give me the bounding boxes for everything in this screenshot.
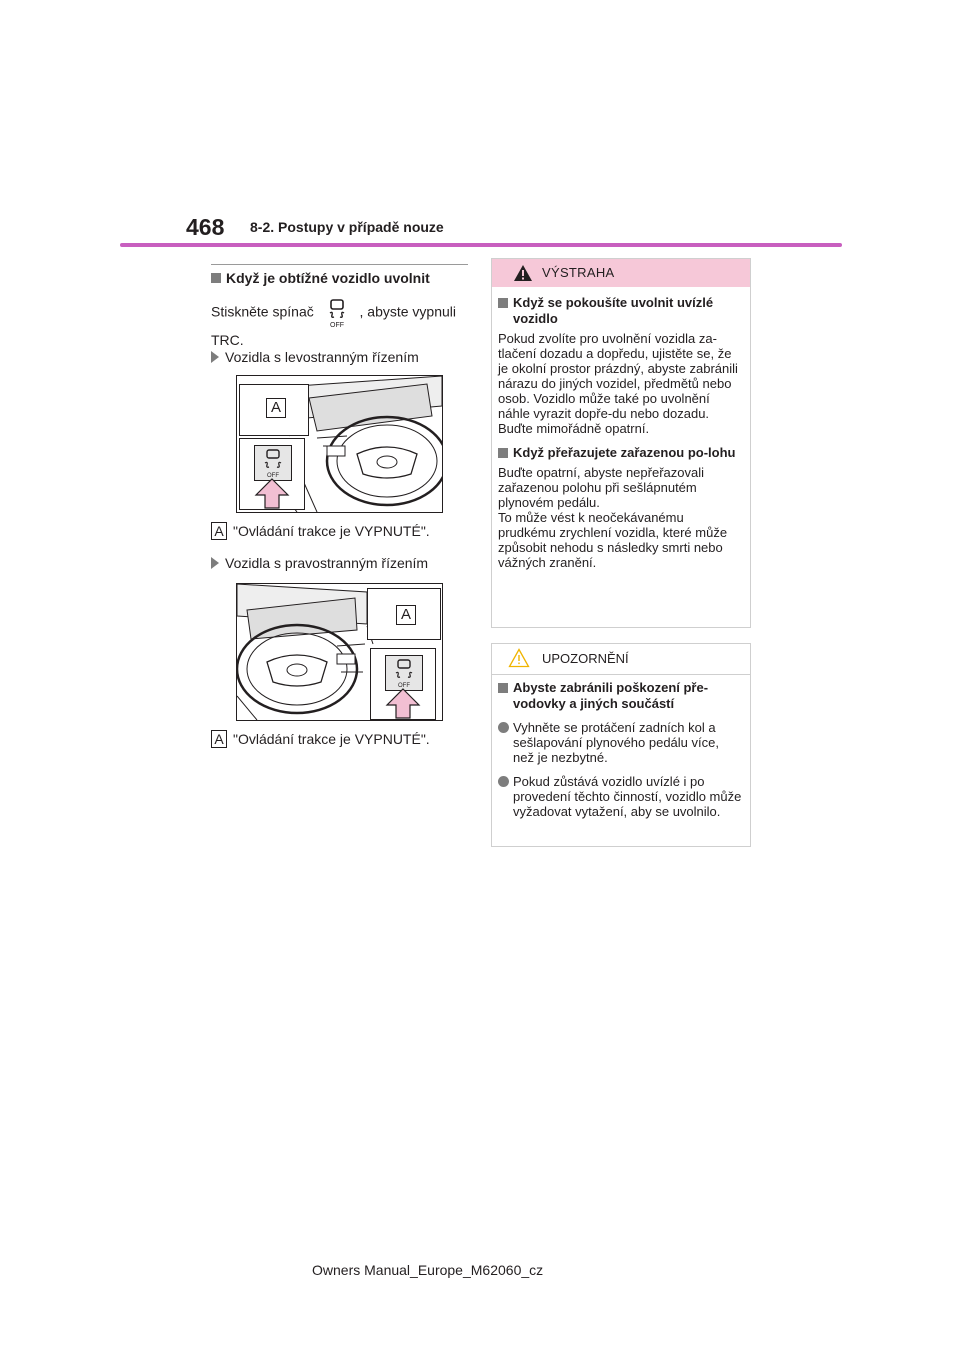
warning-content [498, 295, 742, 570]
warning-paragraph-2b: To může vést k neočekávanému prudkému zrychlení vozidla, které může způsobit nehodu s následky smrti nebo vážných zranění. [498, 510, 728, 570]
square-bullet-icon [498, 298, 508, 308]
left-column-rule [211, 264, 468, 265]
lhd-callout-caption [211, 521, 430, 542]
left-heading-text: Když je obtížné vozidlo uvolnit [226, 270, 430, 286]
rhd-callout-letter: A [396, 605, 416, 625]
header-rule [120, 243, 842, 247]
square-bullet-icon [498, 683, 508, 693]
warning-subheading-1 [498, 295, 742, 327]
triangle-bullet-icon [211, 351, 219, 363]
round-bullet-icon [498, 722, 509, 733]
rhd-label [211, 553, 428, 574]
round-bullet-icon [498, 776, 509, 787]
warning-triangle-icon [513, 264, 533, 282]
warning-title: VÝSTRAHA [542, 265, 615, 280]
warning-paragraph-2a: Buďte opatrní, abyste nepřeřazovali zařazenou polohu při sešlápnutém plynovém pedálu. [498, 465, 705, 510]
lhd-switch-off-label: OFF [267, 473, 279, 479]
rhd-callout-caption-text: "Ovládání trakce je VYPNUTÉ". [233, 731, 430, 747]
press-arrow-icon [254, 477, 290, 509]
intro-text-before: Stiskněte spínač [211, 303, 314, 320]
section-title: 8-2. Postupy v případě nouze [250, 219, 444, 235]
callout-a-badge: A [211, 522, 227, 540]
page-number: 468 [186, 214, 225, 240]
footer-manual-id: Owners Manual_Europe_M62060_cz [312, 1262, 544, 1278]
lhd-trc-switch-button [254, 445, 292, 481]
rhd-switch-off-label: OFF [398, 683, 410, 689]
lhd-callout-box [239, 384, 309, 436]
rhd-dashboard-illustration [236, 583, 443, 721]
press-arrow-icon [385, 687, 421, 719]
intro-paragraph [211, 298, 471, 328]
intro-line2: TRC. [211, 332, 244, 348]
rhd-trc-switch-button [385, 655, 423, 691]
rhd-switch-inset [370, 648, 436, 720]
rhd-callout-box [367, 588, 441, 640]
warning-subheading-2-text: Když přeřazujete zařazenou po-lohu [513, 445, 736, 460]
warning-box [491, 258, 751, 628]
trc-off-icon [386, 656, 422, 690]
caution-box [491, 643, 751, 847]
warning-header [492, 259, 750, 287]
warning-subheading-1-text: Když se pokoušíte uvolnit uvízlé vozidlo [513, 295, 714, 326]
caution-bullet-1 [498, 720, 742, 765]
lhd-dashboard-illustration [236, 375, 443, 513]
lhd-switch-inset [239, 438, 305, 510]
caution-bullet-2 [498, 774, 742, 819]
caution-subheading-text: Abyste zabránili poškození pře-vodovky a jiných součástí [513, 680, 709, 711]
square-bullet-icon [498, 448, 508, 458]
triangle-bullet-icon [211, 557, 219, 569]
intro-text-after: , abyste vypnuli [359, 303, 457, 320]
trc-off-switch-icon [322, 298, 352, 328]
caution-header [492, 644, 750, 675]
lhd-callout-letter: A [266, 398, 286, 418]
caution-bullet-1-text: Vyhněte se protáčení zadních kol a sešlapování plynového pedálu více, než je nezbytné. [513, 720, 719, 765]
warning-subheading-2 [498, 445, 742, 461]
callout-a-badge: A [211, 730, 227, 748]
lhd-label [211, 347, 419, 368]
switch-off-label: OFF [329, 322, 344, 328]
rhd-label-text: Vozidla s pravostranným řízením [225, 555, 429, 571]
caution-subheading [498, 680, 742, 712]
caution-triangle-icon [508, 648, 530, 668]
left-subheading [211, 270, 430, 286]
caution-title: UPOZORNĚNÍ [542, 651, 629, 666]
square-bullet-icon [211, 273, 221, 283]
lhd-callout-caption-text: "Ovládání trakce je VYPNUTÉ". [233, 523, 430, 539]
rhd-callout-caption [211, 729, 430, 750]
caution-bullet-2-text: Pokud zůstává vozidlo uvízlé i po provedení těchto činností, vozidlo může vyžadovat vytažení, aby se uvolnilo. [513, 774, 742, 819]
caution-content [498, 680, 742, 819]
warning-paragraph-1: Pokud zvolíte pro uvolnění vozidla za-tlačení dozadu a dopředu, ujistěte se, že je okolní prostor prázdný, abyste zabránili nárazu do jiných vozidel, předmětů nebo osob. Vozidlo může také po uvolnění náhle vyrazit dopře-du nebo dozadu. Buďte mimořádně opatrní. [498, 331, 738, 436]
trc-off-icon [255, 446, 291, 480]
lhd-label-text: Vozidla s levostranným řízením [225, 349, 419, 365]
